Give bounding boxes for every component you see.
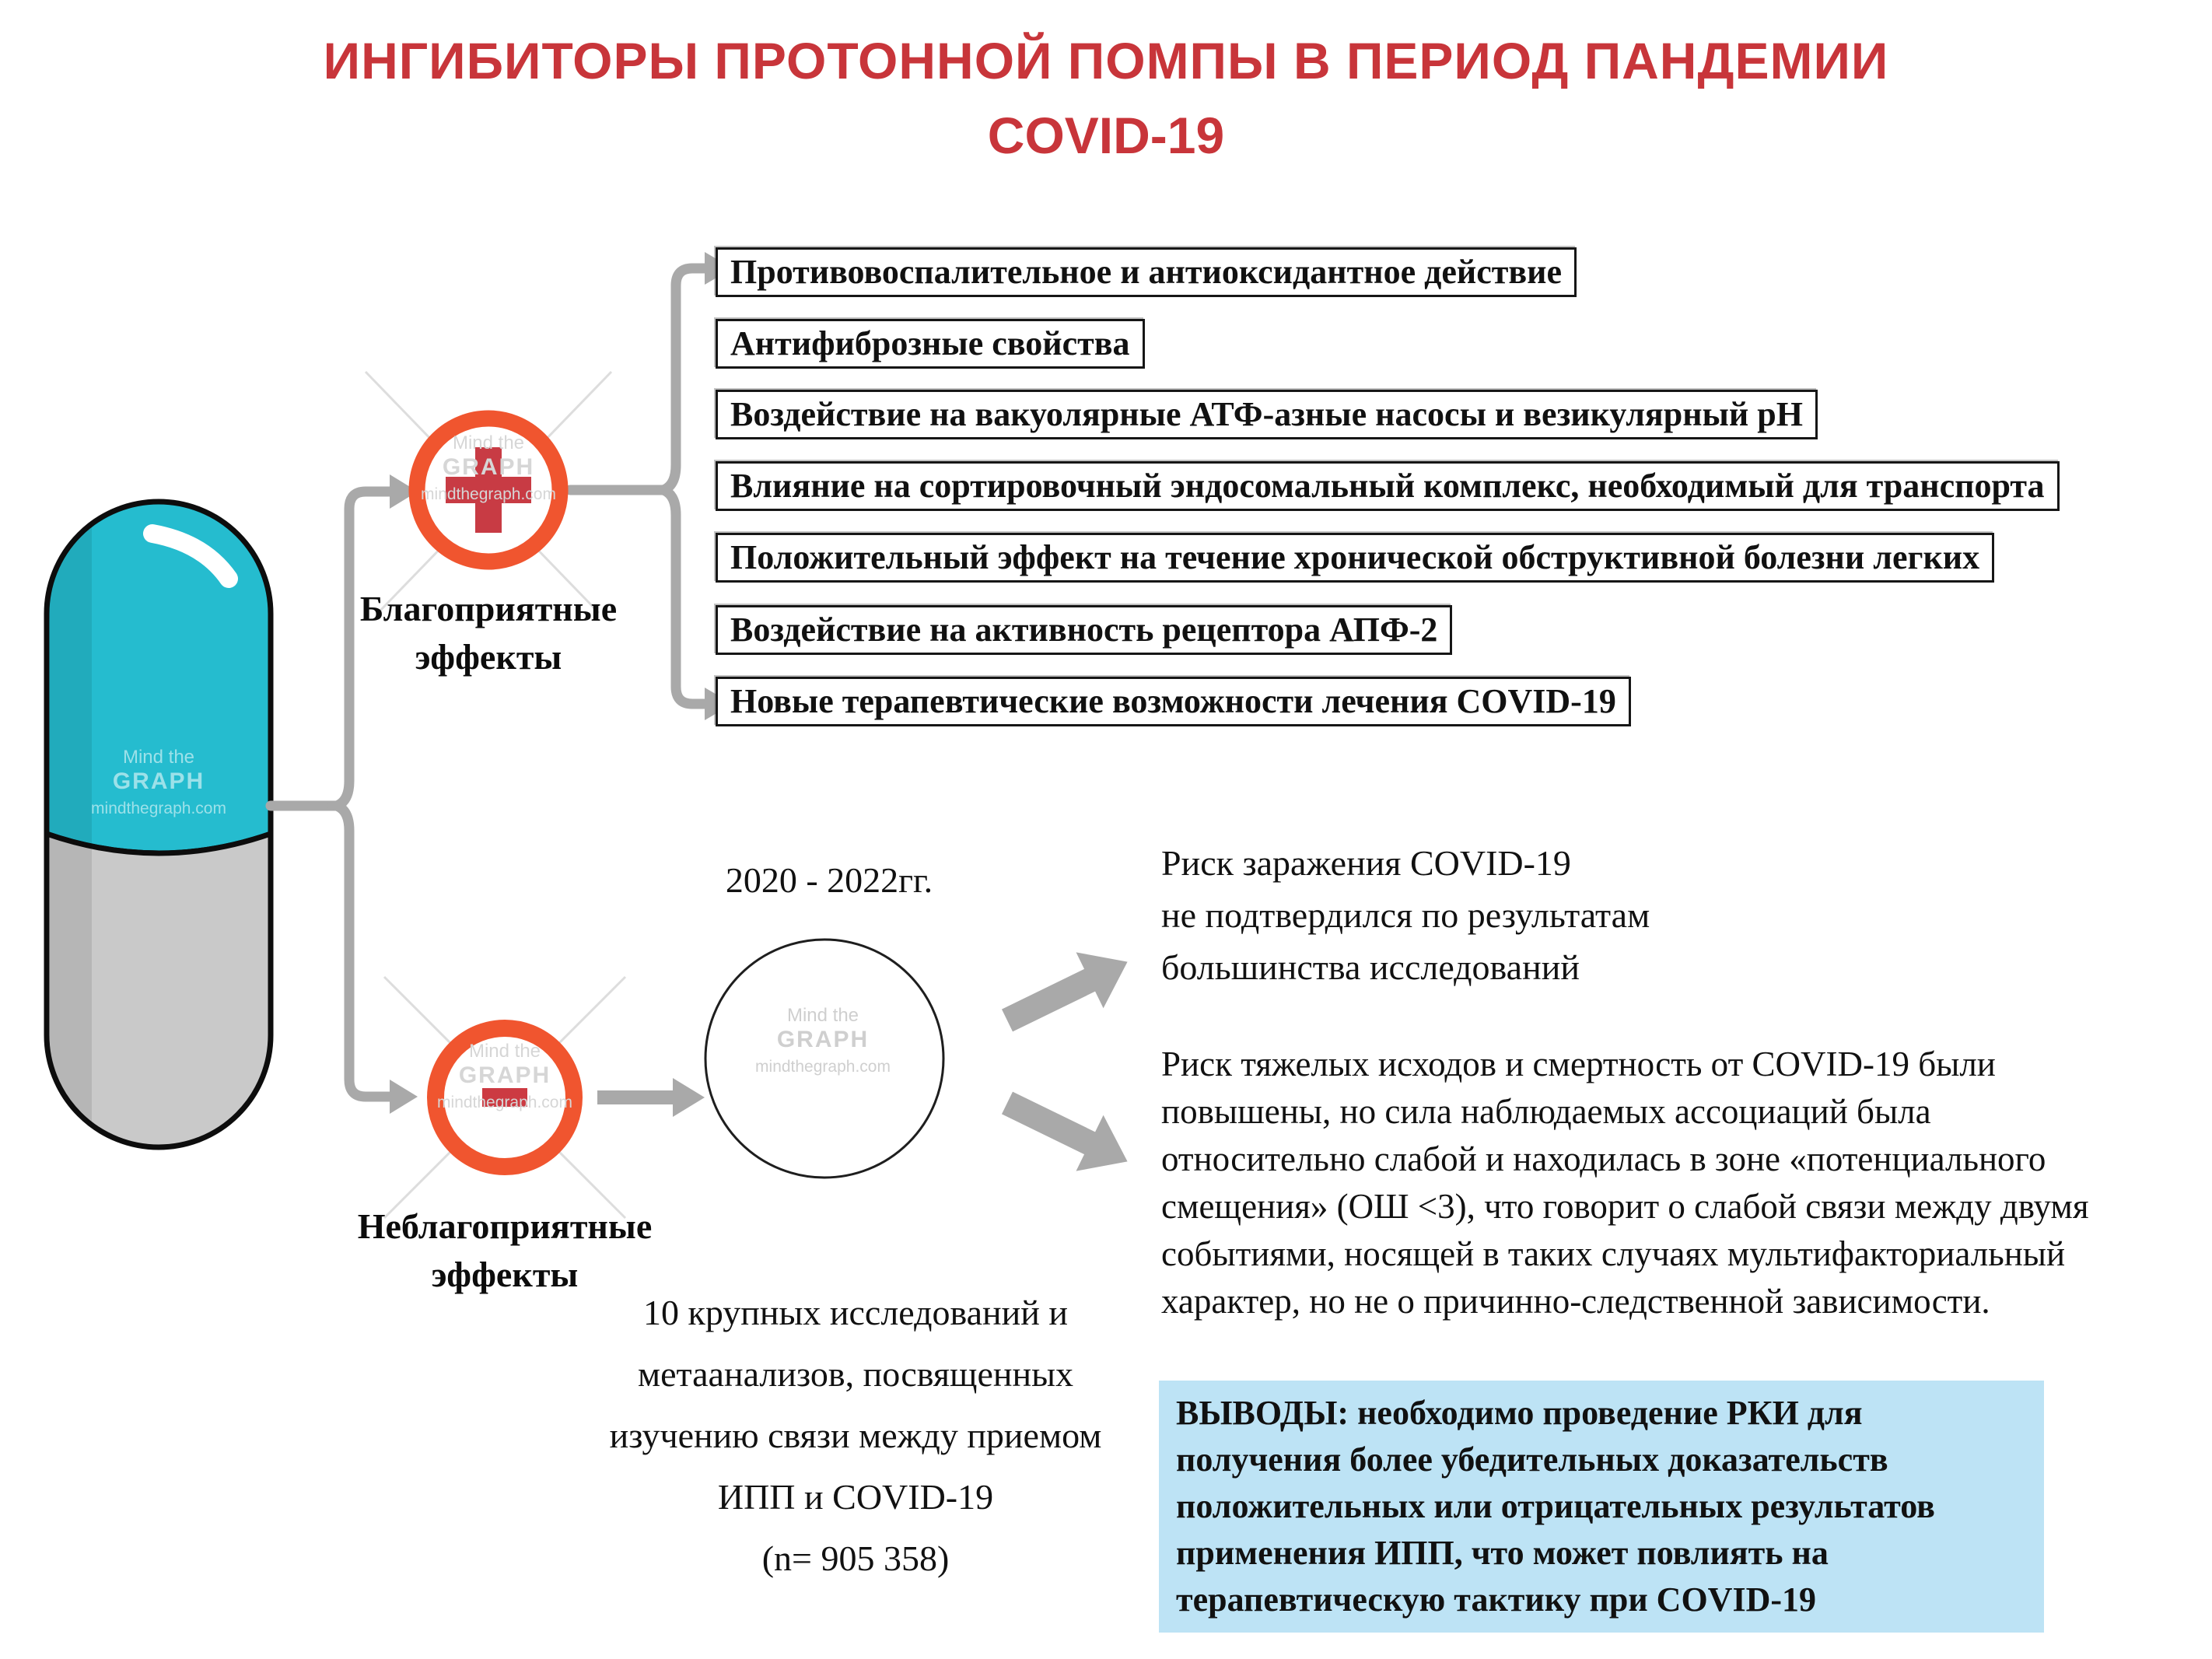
- watermark-text: GRAPH: [442, 453, 535, 480]
- favorable-label-line1: Благоприятные: [359, 589, 618, 628]
- favorable-effects-label: [325, 585, 652, 681]
- studies-note-line: (n= 905 358): [761, 1538, 950, 1578]
- capsule-illustration: [47, 502, 271, 1147]
- studies-note: [591, 1282, 1120, 1589]
- finding-severity-line: характер, но не о причинно-следственной зависимости.: [1161, 1282, 1990, 1321]
- watermark-text: GRAPH: [458, 1062, 551, 1088]
- finding-severity-line: событиями, носящей в таких случаях мультифакториальный: [1161, 1234, 2066, 1273]
- studies-note-line: изучению связи между приемом: [609, 1416, 1102, 1455]
- finding-severity-line: повышены, но сила наблюдаемых ассоциаций была: [1161, 1092, 1931, 1131]
- page-title: ИНГИБИТОРЫ ПРОТОННОЙ ПОМПЫ В ПЕРИОД ПАНДЕМИИ: [323, 32, 1889, 89]
- finding-infection: [1161, 837, 1650, 993]
- finding-infection-line: не подтвердился по результатам: [1161, 895, 1650, 935]
- effect-box-4: Влияние на сортировочный эндосомальный комплекс, необходимый для транспорта: [716, 461, 2060, 511]
- connector-lines: [271, 268, 706, 1097]
- finding-severity: [1161, 1041, 2089, 1325]
- finding-infection-line: Риск заражения COVID-19: [1161, 843, 1571, 883]
- watermark-text: Mind the: [786, 1005, 859, 1026]
- effect-box-3: Воздействие на вакуолярные АТФ-азные насосы и везикулярный рН: [716, 390, 1818, 439]
- unfavorable-label-line2: эффекты: [431, 1255, 579, 1294]
- watermark-text: mindthegraph.com: [437, 1094, 572, 1112]
- finding-infection-line: большинства исследований: [1161, 947, 1580, 987]
- watermark-text: Mind the: [122, 747, 195, 768]
- arrow-to-finding-severity: [993, 1075, 1141, 1189]
- effect-box-1: Противовоспалительное и антиоксидантное действие: [716, 247, 1577, 297]
- conclusion-line: получения более убедительных доказательств: [1176, 1440, 1888, 1479]
- minus-circle-icon: [436, 1028, 574, 1167]
- finding-severity-line: Риск тяжелых исходов и смертность от COVID-19 были: [1161, 1045, 1996, 1083]
- watermark-text: mindthegraph.com: [755, 1058, 891, 1076]
- arrow-to-finding-infection: [993, 934, 1141, 1048]
- unfavorable-label-line1: Неблагоприятные: [357, 1206, 653, 1246]
- plus-circle-icon: [417, 418, 560, 562]
- conclusion-line: положительных или отрицательных результатов: [1176, 1487, 1935, 1525]
- conclusion-line: ВЫВОДЫ: необходимо проведение РКИ для: [1176, 1394, 1863, 1432]
- watermark-text: GRAPH: [776, 1026, 870, 1052]
- effect-box-2: Антифиброзные свойства: [716, 319, 1145, 369]
- watermark-text: mindthegraph.com: [91, 800, 226, 818]
- effect-box-6: Воздействие на активность рецептора АПФ-2: [716, 605, 1452, 655]
- watermark-text: Mind the: [468, 1041, 541, 1062]
- conclusion-box: [1159, 1381, 2044, 1633]
- conclusion-line: применения ИПП, что может повлиять на: [1176, 1534, 1829, 1572]
- effect-box-7: Новые терапевтические возможности лечения COVID-19: [716, 677, 1631, 726]
- doctor-illustration: [705, 933, 943, 1181]
- studies-note-line: метаанализов, посвященных: [637, 1354, 1074, 1394]
- conclusion-line: терапевтическую тактику при COVID-19: [1176, 1580, 1817, 1619]
- favorable-label-line2: эффекты: [415, 637, 562, 677]
- watermark-text: GRAPH: [112, 768, 205, 794]
- finding-severity-line: относительно слабой и находилась в зоне «потенциального: [1161, 1139, 2046, 1178]
- studies-note-line: 10 крупных исследований и: [642, 1293, 1068, 1332]
- page-title-covid: COVID-19: [987, 107, 1225, 164]
- studies-note-line: ИПП и COVID-19: [717, 1477, 994, 1517]
- study-period: 2020 - 2022гг.: [725, 860, 933, 900]
- watermark-text: Mind the: [452, 432, 525, 453]
- effect-box-5: Положительный эффект на течение хронической обструктивной болезни легких: [716, 533, 1994, 583]
- finding-severity-line: смещения» (ОШ <3), что говорит о слабой связи между двумя: [1161, 1187, 2089, 1226]
- watermark-text: mindthegraph.com: [421, 485, 556, 504]
- arrow-to-doctor: [597, 1078, 705, 1117]
